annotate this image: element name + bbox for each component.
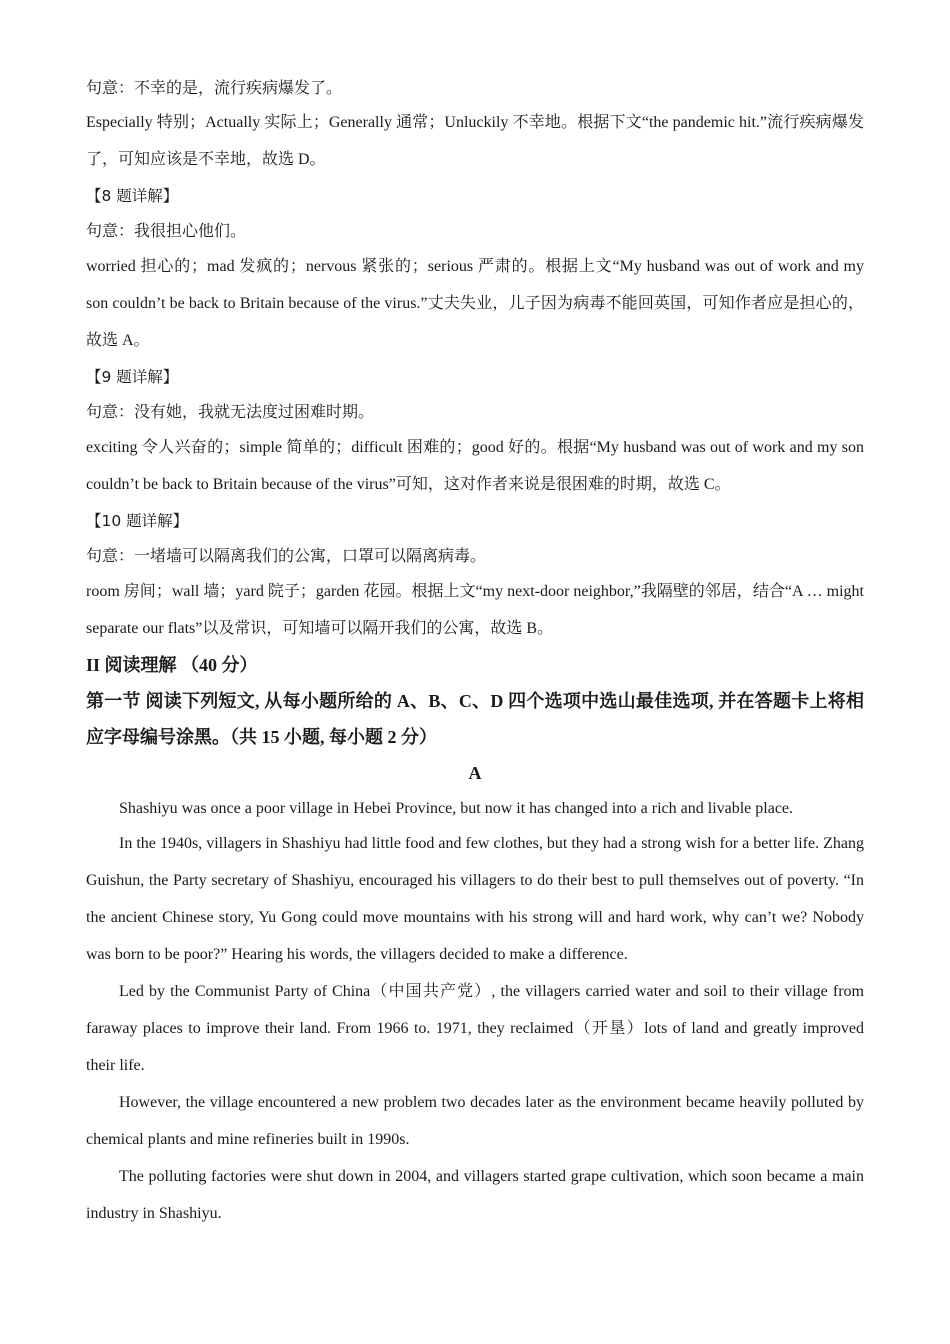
passage-paragraph: The polluting factories were shut down in 2004, and villagers started grape cultivation, which soon became a main industry in Shashiyu.	[86, 1168, 864, 1222]
q8-meaning: 句意：我很担心他们。	[86, 223, 247, 240]
q9-meaning: 句意：没有她，我就无法度过困难时期。	[86, 404, 375, 421]
q10-explanation: room 房间；wall 墙；yard 院子；garden 花园。根据上文“my next-door neighbor,”我隔壁的邻居，结合“A … might separate our flats”以及常识，可知墙可以隔开我们的公寓，故选 B。	[86, 583, 864, 637]
passage-paragraph: However, the village encountered a new problem two decades later as the environment became heavily polluted by chemical plants and mine refineries built in 1990s.	[86, 1094, 864, 1148]
q10-meaning: 句意：一堵墙可以隔离我们的公寓，口罩可以隔离病毒。	[86, 548, 487, 565]
passage-paragraph: In the 1940s, villagers in Shashiyu had little food and few clothes, but they had a strong wish for a better life. Zhang Guishun, the Party secretary of Shashiyu, encouraged his villagers to do their best to pull themselves out of poverty. “In the ancient Chinese story, Yu Gong could move mountains with his strong will and hard work, why can’t we? Nobody was born to be poor?” Hearing his words, the villagers decided to make a difference.	[86, 835, 864, 963]
section-title: II 阅读理解 （40 分）	[86, 655, 258, 675]
passage-paragraph: Led by the Communist Party of China（中国共产党）, the villagers carried water and soil to their village from faraway places to improve their land. From 1966 to. 1971, they reclaimed（开垦）lots of land and greatly improved their life.	[86, 983, 864, 1074]
passage-label: A	[468, 763, 482, 783]
passage-paragraph: Shashiyu was once a poor village in Hebei Province, but now it has changed into a rich and livable place.	[119, 800, 794, 817]
document-page	[86, 72, 864, 1232]
q7-meaning: 句意：不幸的是，流行疾病爆发了。	[86, 80, 343, 97]
q9-explanation: exciting 令人兴奋的；simple 简单的；difficult 困难的；good 好的。根据“My husband was out of work and my son couldn’t be back to Britain because of the virus”可知，这对作者来说是很困难的时期，故选 C。	[86, 439, 864, 493]
q10-header: 【10 题详解】	[86, 512, 189, 530]
q7-explanation: Especially 特别；Actually 实际上；Generally 通常；Unluckily 不幸地。根据下文“the pandemic hit.”流行疾病爆发了，可知应该是不幸地，故选 D。	[86, 114, 864, 168]
q8-explanation: worried 担心的；mad 发疯的；nervous 紧张的；serious 严肃的。根据上文“My husband was out of work and my son couldn’t be back to Britain because of the virus.”丈夫失业，儿子因为病毒不能回英国，可知作者应是担心的，故选 A。	[86, 258, 864, 349]
q9-header: 【9 题详解】	[86, 368, 179, 386]
q8-header: 【8 题详解】	[86, 187, 179, 205]
section-instruction: 第一节 阅读下列短文, 从每小题所给的 A、B、C、D 四个选项中选山最佳选项, 并在答题卡上将相应字母编号涂黑。（共 15 小题, 每小题 2 分）	[86, 691, 864, 747]
